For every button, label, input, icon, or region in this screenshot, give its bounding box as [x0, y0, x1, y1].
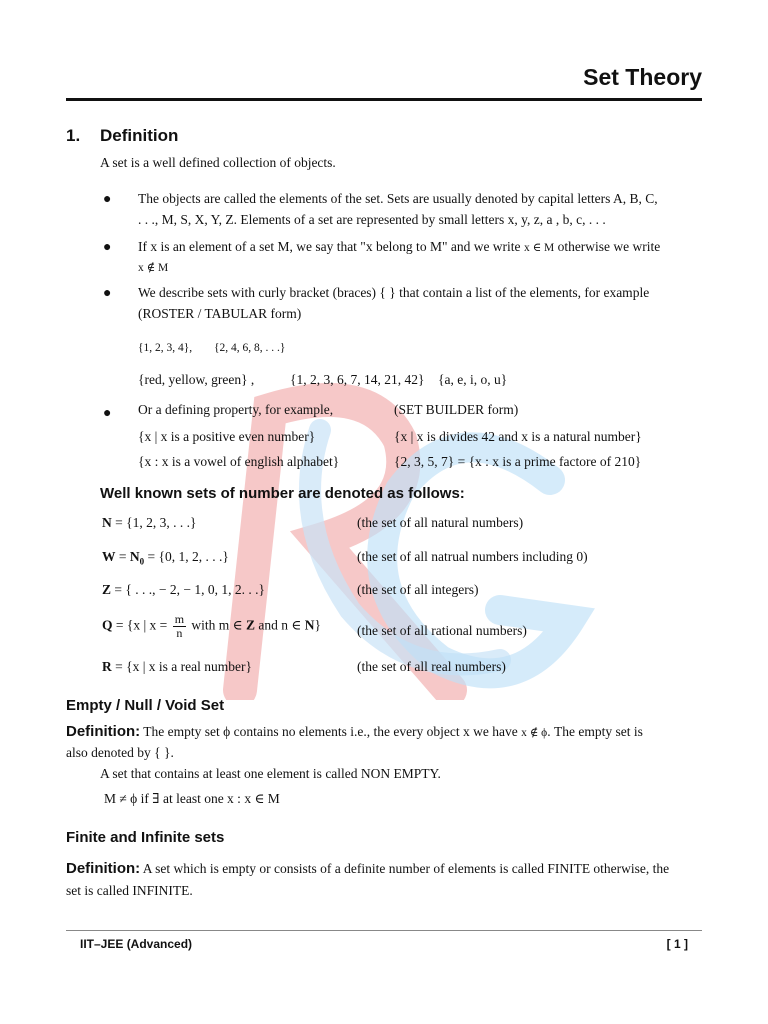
set-n-def — [102, 515, 196, 531]
set-r-desc: (the set of all real numbers) — [357, 659, 506, 674]
bullet-1 — [138, 188, 704, 230]
roster-example-d: {1, 2, 3, 6, 7, 14, 21, 42} — [290, 372, 425, 387]
set-q-z: Z — [246, 617, 256, 633]
bullet-icon: ● — [103, 192, 112, 207]
empty-def-math: x ∉ ϕ — [521, 727, 548, 739]
section-title: Definition — [100, 126, 179, 145]
finite-def-line-2: set is called INFINITE. — [66, 883, 193, 898]
set-q-desc: (the set of all rational numbers) — [357, 623, 527, 638]
fraction-denominator: n — [176, 626, 183, 640]
bullet-1-line-2: . . ., M, S, X, Y, Z. Elements of a set are represented by small letters x, y, z, a , b, c, . . . — [138, 212, 606, 227]
roster-example-a: {1, 2, 3, 4}, — [138, 342, 193, 354]
set-z-def — [102, 582, 265, 598]
fraction-m-over-n — [173, 613, 186, 640]
roster-example-e: {a, e, i, o, u} — [438, 372, 508, 387]
builder-example-c: {x : x is a vowel of english alphabet} — [138, 454, 340, 469]
builder-example-b: {x | x is divides 42 and x is a natural number} — [394, 429, 642, 444]
roster-example-b: {2, 4, 6, 8, . . .} — [214, 342, 286, 354]
builder-example-a: {x | x is a positive even number} — [138, 429, 316, 444]
set-q-end: } — [314, 617, 322, 633]
roster-example-c: {red, yellow, green} , — [138, 372, 255, 387]
footer-exam-label: IIT–JEE (Advanced) — [80, 937, 193, 951]
definition-label: Definition: — [66, 860, 141, 877]
set-z-desc: (the set of all integers) — [357, 582, 479, 597]
set-w-symbol: W — [102, 549, 116, 564]
bullet-2-text: If x is an element of a set M, we say that "x belong to M" and we write — [138, 239, 521, 254]
set-builder-label: (SET BUILDER form) — [394, 402, 519, 417]
empty-def-tail: . The empty set is — [547, 724, 643, 739]
set-q-and: and n ∈ — [255, 617, 305, 633]
set-n-symbol: N — [102, 515, 112, 530]
definition-label: Definition: — [66, 723, 141, 740]
set-q-def — [102, 613, 321, 640]
set-z-symbol: Z — [102, 582, 112, 597]
footer-rule — [66, 930, 702, 931]
set-w-desc: (the set of all natrual numbers including 0) — [357, 549, 588, 564]
section-number: 1. — [66, 126, 81, 145]
bullet-4-text: Or a defining property, for example, — [138, 402, 334, 417]
set-q-symbol: Q — [102, 617, 113, 633]
bullet-2 — [138, 236, 704, 277]
set-n-value: = {1, 2, 3, . . .} — [111, 515, 197, 530]
non-empty-text: A set that contains at least one element is called NON EMPTY. — [100, 766, 441, 781]
set-q-mid: with m ∈ — [188, 617, 247, 633]
finite-heading: Finite and Infinite sets — [66, 829, 225, 846]
page-number: [ 1 ] — [666, 937, 688, 951]
wellknown-heading: Well known sets of number are denoted as follows: — [100, 485, 465, 502]
bullet-3 — [138, 282, 704, 324]
set-r-def — [102, 659, 252, 675]
empty-def-text: The empty set ϕ contains no elements i.e., the every object x we have — [140, 724, 518, 739]
builder-example-d: {2, 3, 5, 7} = {x : x is a prime factore of 210} — [394, 454, 642, 469]
bullet-icon: ● — [103, 240, 112, 255]
rg-logo-watermark — [200, 370, 600, 700]
set-q-prefix: = {x | x = — [112, 617, 171, 633]
bullet-2-math: x ∈ M — [523, 242, 555, 254]
non-empty-condition: M ≠ ϕ if ∃ at least one x : x ∈ M — [104, 791, 280, 806]
set-q-n: N — [304, 617, 315, 633]
bullet-3-line-2: (ROSTER / TABULAR form) — [138, 306, 302, 321]
empty-def-line-2: also denoted by { }. — [66, 745, 174, 760]
bullet-2-line-2: x ∉ M — [138, 262, 169, 274]
finite-def-line-1 — [66, 860, 669, 877]
finite-def-text: A set which is empty or consists of a definite number of elements is called FINITE otherwise, the — [140, 861, 670, 876]
set-n-desc: (the set of all natural numbers) — [357, 515, 524, 530]
set-w-def — [102, 549, 229, 567]
set-w-eq: = — [115, 549, 130, 564]
bullet-2-tail: otherwise we write — [557, 239, 661, 254]
title-rule — [66, 98, 702, 101]
bullet-icon: ● — [103, 406, 112, 421]
fraction-numerator: m — [174, 612, 185, 626]
page-title: Set Theory — [583, 64, 702, 90]
bullet-1-line-1: The objects are called the elements of the set. Sets are usually denoted by capital letters A, B, C, — [138, 191, 658, 206]
bullet-3-line-1: We describe sets with curly bracket (braces) { } that contain a list of the elements, for example — [138, 285, 650, 300]
intro-text: A set is a well defined collection of objects. — [100, 155, 336, 170]
set-w-n0: N — [129, 549, 140, 564]
set-r-value: = {x | x is a real number} — [111, 659, 252, 674]
set-r-symbol: R — [102, 659, 112, 674]
set-z-value: = { . . ., − 2, − 1, 0, 1, 2. . .} — [111, 582, 265, 597]
empty-set-heading: Empty / Null / Void Set — [66, 697, 225, 714]
set-w-subscript: 0 — [139, 556, 145, 567]
set-w-value: = {0, 1, 2, . . .} — [144, 549, 229, 564]
bullet-icon: ● — [103, 286, 112, 301]
empty-def-line-1 — [66, 723, 643, 740]
section-heading — [66, 126, 178, 146]
